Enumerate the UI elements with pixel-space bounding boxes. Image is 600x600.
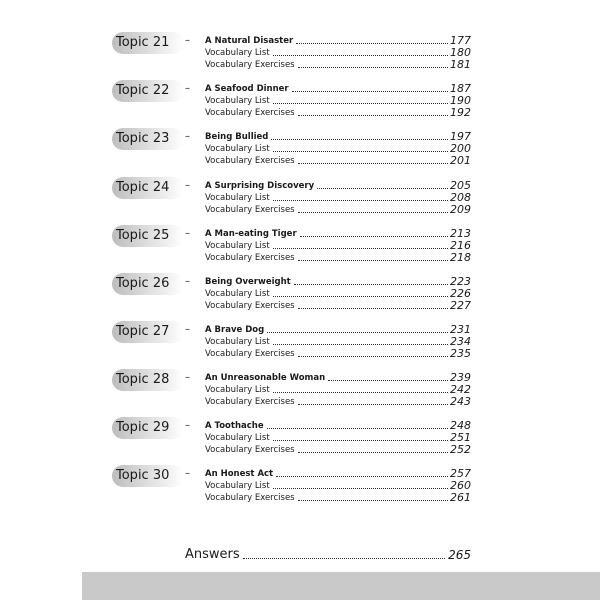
vocab-exercises-label: Vocabulary Exercises — [205, 493, 295, 503]
topic-title: A Brave Dog — [205, 325, 265, 335]
dot-leader — [328, 380, 448, 381]
page-number: 257 — [450, 467, 471, 480]
topic-title: A Man-eating Tiger — [205, 229, 297, 239]
dot-leader — [273, 248, 448, 249]
vocab-list-label: Vocabulary List — [205, 144, 270, 154]
topic-label-pill: Topic 30 — [112, 465, 184, 487]
toc-title-line[interactable] — [205, 420, 471, 432]
topic-entry — [0, 417, 600, 457]
toc-title-line[interactable] — [205, 468, 471, 480]
toc-vocab-list-line[interactable] — [205, 143, 471, 155]
page-number: 177 — [450, 34, 471, 47]
dash-separator: – — [185, 228, 190, 239]
page-number: 201 — [450, 154, 471, 167]
page-number: 234 — [450, 335, 471, 348]
toc-vocab-list-line[interactable] — [205, 432, 471, 444]
page-number: 181 — [450, 58, 471, 71]
toc-answers-line[interactable] — [185, 547, 471, 563]
page-number: 252 — [450, 443, 471, 456]
dot-leader — [298, 500, 448, 501]
page-number: 209 — [450, 203, 471, 216]
dot-leader — [296, 43, 448, 44]
dash-separator: – — [185, 35, 190, 46]
page-number: 248 — [450, 419, 471, 432]
topic-label-pill: Topic 29 — [112, 417, 184, 439]
vocab-list-label: Vocabulary List — [205, 289, 270, 299]
topic-label-pill: Topic 28 — [112, 369, 184, 391]
toc-vocab-list-line[interactable] — [205, 384, 471, 396]
dot-leader — [294, 284, 448, 285]
toc-vocab-exercises-line[interactable] — [205, 252, 471, 264]
vocab-list-label: Vocabulary List — [205, 241, 270, 251]
page-number: 208 — [450, 191, 471, 204]
dot-leader — [298, 163, 448, 164]
dot-leader — [273, 344, 448, 345]
topic-title: An Unreasonable Woman — [205, 373, 326, 383]
toc-vocab-list-line[interactable] — [205, 95, 471, 107]
page-number: 223 — [450, 275, 471, 288]
toc-vocab-exercises-line[interactable] — [205, 300, 471, 312]
toc-vocab-list-line[interactable] — [205, 336, 471, 348]
toc-vocab-list-line[interactable] — [205, 288, 471, 300]
dot-leader — [273, 392, 448, 393]
dot-leader — [298, 356, 448, 357]
dot-leader — [298, 452, 448, 453]
vocab-exercises-label: Vocabulary Exercises — [205, 445, 295, 455]
page-number: 216 — [450, 239, 471, 252]
toc-title-line[interactable] — [205, 276, 471, 288]
topic-entry — [0, 465, 600, 505]
dot-leader — [273, 296, 448, 297]
topic-label-pill: Topic 24 — [112, 177, 184, 199]
page-number: 227 — [450, 299, 471, 312]
page-number: 218 — [450, 251, 471, 264]
dot-leader — [243, 558, 445, 559]
dash-separator: – — [185, 276, 190, 287]
topic-title: A Natural Disaster — [205, 36, 294, 46]
dash-separator: – — [185, 420, 190, 431]
dot-leader — [298, 260, 448, 261]
topic-label-pill: Topic 25 — [112, 225, 184, 247]
topic-title: A Surprising Discovery — [205, 181, 315, 191]
toc-vocab-exercises-line[interactable] — [205, 444, 471, 456]
page-number: 192 — [450, 106, 471, 119]
vocab-exercises-label: Vocabulary Exercises — [205, 349, 295, 359]
topic-entry — [0, 128, 600, 168]
page-number: 231 — [450, 323, 471, 336]
toc-vocab-exercises-line[interactable] — [205, 492, 471, 504]
topic-title: An Honest Act — [205, 469, 274, 479]
dash-separator: – — [185, 83, 190, 94]
topic-title: Being Bullied — [205, 132, 269, 142]
footer-bar — [82, 572, 600, 600]
page-number: 242 — [450, 383, 471, 396]
toc-vocab-exercises-line[interactable] — [205, 348, 471, 360]
page-number: 235 — [450, 347, 471, 360]
dot-leader — [273, 103, 448, 104]
dot-leader — [267, 332, 448, 333]
page-number: 213 — [450, 227, 471, 240]
toc-title-line[interactable] — [205, 83, 471, 95]
page-number: 239 — [450, 371, 471, 384]
topic-entry — [0, 321, 600, 361]
toc-title-line[interactable] — [205, 35, 471, 47]
page-number: 261 — [450, 491, 471, 504]
toc-title-line[interactable] — [205, 131, 471, 143]
page-number: 197 — [450, 130, 471, 143]
vocab-list-label: Vocabulary List — [205, 337, 270, 347]
dot-leader — [300, 236, 448, 237]
page-number: 265 — [448, 548, 471, 562]
toc-vocab-list-line[interactable] — [205, 192, 471, 204]
vocab-list-label: Vocabulary List — [205, 48, 270, 58]
topic-entry — [0, 369, 600, 409]
page-number: 251 — [450, 431, 471, 444]
dot-leader — [298, 404, 448, 405]
dot-leader — [271, 139, 448, 140]
vocab-exercises-label: Vocabulary Exercises — [205, 205, 295, 215]
toc-vocab-exercises-line[interactable] — [205, 155, 471, 167]
page-number: 190 — [450, 94, 471, 107]
vocab-exercises-label: Vocabulary Exercises — [205, 397, 295, 407]
dot-leader — [292, 91, 448, 92]
topic-label-pill: Topic 21 — [112, 32, 184, 54]
toc-vocab-exercises-line[interactable] — [205, 59, 471, 71]
toc-title-line[interactable] — [205, 180, 471, 192]
answers-label: Answers — [185, 547, 240, 562]
dash-separator: – — [185, 131, 190, 142]
toc-vocab-list-line[interactable] — [205, 240, 471, 252]
dot-leader — [276, 476, 448, 477]
toc-title-line[interactable] — [205, 324, 471, 336]
topic-title: A Toothache — [205, 421, 264, 431]
vocab-list-label: Vocabulary List — [205, 385, 270, 395]
topic-label-pill: Topic 23 — [112, 128, 184, 150]
vocab-list-label: Vocabulary List — [205, 481, 270, 491]
toc-vocab-list-line[interactable] — [205, 480, 471, 492]
toc-title-line[interactable] — [205, 372, 471, 384]
topic-label-pill: Topic 26 — [112, 273, 184, 295]
vocab-exercises-label: Vocabulary Exercises — [205, 156, 295, 166]
page-number: 260 — [450, 479, 471, 492]
vocab-exercises-label: Vocabulary Exercises — [205, 108, 295, 118]
topic-entry — [0, 225, 600, 265]
dash-separator: – — [185, 324, 190, 335]
page-number: 226 — [450, 287, 471, 300]
dot-leader — [317, 188, 448, 189]
topic-label-pill: Topic 27 — [112, 321, 184, 343]
dot-leader — [267, 428, 448, 429]
page-number: 180 — [450, 46, 471, 59]
dot-leader — [298, 115, 448, 116]
topic-label-pill: Topic 22 — [112, 80, 184, 102]
dot-leader — [273, 151, 448, 152]
dash-separator: – — [185, 180, 190, 191]
topic-entry — [0, 32, 600, 72]
toc-vocab-exercises-line[interactable] — [205, 107, 471, 119]
page-number: 205 — [450, 179, 471, 192]
topic-entry — [0, 273, 600, 313]
dash-separator: – — [185, 468, 190, 479]
topic-title: A Seafood Dinner — [205, 84, 289, 94]
vocab-list-label: Vocabulary List — [205, 433, 270, 443]
page-number: 200 — [450, 142, 471, 155]
page-number: 243 — [450, 395, 471, 408]
topic-entry — [0, 177, 600, 217]
toc-vocab-exercises-line[interactable] — [205, 396, 471, 408]
topic-entry — [0, 80, 600, 120]
vocab-list-label: Vocabulary List — [205, 96, 270, 106]
vocab-exercises-label: Vocabulary Exercises — [205, 253, 295, 263]
vocab-list-label: Vocabulary List — [205, 193, 270, 203]
topic-title: Being Overweight — [205, 277, 291, 287]
dot-leader — [298, 67, 448, 68]
dot-leader — [273, 200, 448, 201]
page-number: 187 — [450, 82, 471, 95]
toc-vocab-exercises-line[interactable] — [205, 204, 471, 216]
dot-leader — [273, 55, 448, 56]
vocab-exercises-label: Vocabulary Exercises — [205, 301, 295, 311]
dot-leader — [273, 488, 448, 489]
dot-leader — [298, 308, 448, 309]
dash-separator: – — [185, 372, 190, 383]
vocab-exercises-label: Vocabulary Exercises — [205, 60, 295, 70]
toc-title-line[interactable] — [205, 228, 471, 240]
toc-vocab-list-line[interactable] — [205, 47, 471, 59]
dot-leader — [273, 440, 448, 441]
dot-leader — [298, 212, 448, 213]
